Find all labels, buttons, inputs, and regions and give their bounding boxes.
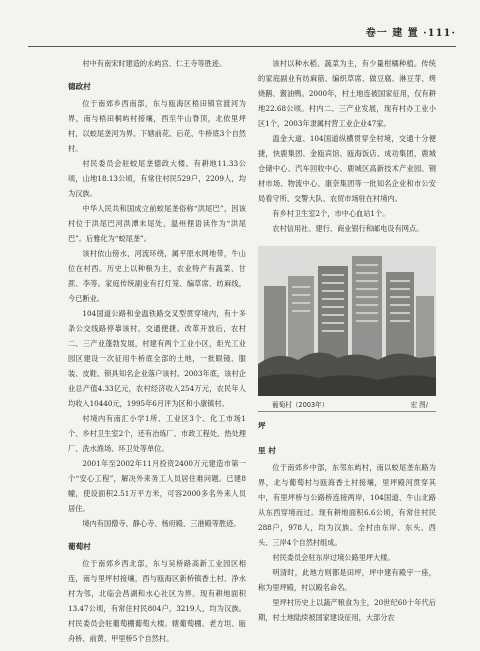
- paragraph: 该村以种水稻、蔬菜为主，有少量柑橘种植。传统的家庭副业有纺麻筋、编织草席、做豆腐、淋豆芽、烤烧鹅、酱油鸭。2000年，村土地连被国家征用，仅有耕地22.68公顷。村内二、三产业发展，现有村办工业小区1个，2003年隶属村营工业企业47家。: [258, 59, 436, 128]
- paragraph: 农村信用社、建行、商业银行和邮电设有网点。: [272, 224, 424, 233]
- section-heading: 葡萄村: [68, 542, 91, 551]
- section-heading: 德政村: [68, 82, 91, 91]
- paragraph: 里坪村历史上以蔬产粮食为主，20世纪60十年代后期，村土地陆续被国家建设征用，大部分农: [258, 598, 436, 622]
- paragraph: 2001年至2002年11月投资2400万元建造市第一个“安心工程”，解决外来务工人员居住难问题。已建8幢，使设面积2.51万平方米，可容2000多名外来人员居住。: [68, 459, 246, 513]
- paragraph: 村民委员会驻蛟尾垄德政大楼。有耕地11.33公顷，山地18.13公顷，有常住村民529户，2209人，均为汉族。: [68, 159, 246, 198]
- paragraph: 村境内有南汇小学1所、工业区3个、化工市场1个、乡村卫生室2个，还有冶炼厂、市政工程处、热处理厂、洗水渔场、环卫处等单位。: [68, 414, 246, 453]
- caption-credit: 宏 图/: [410, 401, 428, 409]
- page-header: [28, 0, 456, 47]
- paragraph: 村中有南宋时建造的永屿宫、仁王寺等胜迹。: [82, 59, 227, 68]
- right-column: [258, 56, 436, 625]
- section-heading: 里 村: [258, 446, 276, 455]
- paragraph: 位于南郊乡西北部，东与吴桥路高新工业园区相连，南与里坪村接壤，西与瓯海区新桥镇香土村、净水村为邻，北临会昌湖和水心社区为界。现有耕地面积13.47公顷，有常住村民804户，3219人，均为汉族。村民委员会驻葡萄棚葡萄大楼。辖葡萄棚、老方坦、瓯舟桥、前黄、甲里桥5个自然村。: [68, 559, 246, 643]
- paragraph: 境内有国僧寺、静心寺、杨府殿、三港殿等胜迹。: [82, 519, 241, 528]
- paragraph: 村民委员会驻东岸过境公路里坪大楼。: [272, 553, 395, 562]
- paragraph: 明清时，此地方则都是田坪，坪中建有殿宇一座，称为里坪殿，村以殿名命名。: [258, 568, 436, 592]
- paragraph: 该村依山傍水，河流环绕，属平原水网地带，牛山位在村西。历史上以种粮为主，农业特产有蔬菜、甘蔗、李等。家庭传统副业有打灯笼、编草席、纺麻线，今已断业。: [68, 249, 246, 303]
- paragraph: 有乡村卫生室2个，市中心血站1个。: [272, 209, 390, 218]
- paragraph: 位于南郊乡中部，东邻东屿村，南以蛟尾垄东路为界，北与葡萄村与瓯海香土村接壤，里坪殿河贯穿其中，有里坪桥与公路桥连接两岸，104国道、牛山北路从东西穿境而过。现有耕地面积6.6公顷，有常住村民288户，978人，均为汉族。全村由东岸、东头、西头、三岸4个自然村组成。: [258, 463, 436, 547]
- paragraph: 104国道公路和金温铁路交叉型贯穿境内，有十多条公交线路停靠该村，交通便捷。改革开放后，农村二、三产业蓬勃发展，村建有两个工业小区，炬光工业园区建设一次征用牛桥底全部的土地，一批眼镜、服装、皮鞋、锁具知名企业落户该村。2003年底，该村企业总产值4.33亿元，农村经济收入254万元，农民年人均收入10440元，1995年6月评为区和小康镇村。: [68, 309, 246, 408]
- paragraph: 位于南郊乡西南部，东与瓯海区梧田镇官渡河为界，南与梧田桐屿村接壤，西至牛山脊顶，北依里坪村，以蛟尾垄河为界。下辖前花、后花、牛桥底3个自然村。: [68, 99, 246, 153]
- left-column: [68, 56, 246, 646]
- caption-title: 葡萄村（2003年）: [272, 401, 329, 409]
- paragraph: 温金大道、104国道纵横贯穿全村境，交通十分便捷，快鹿集团、金瓯宾馆、瓯海饭店、成功集团，鹿城仓储中心、汽车回收中心、鹿城区高新技术产业园、钢材市场、物流中心、康奈集团等一批知名企业和市公安局看守所、交警大队、农贸市场驻在村境内。: [258, 134, 436, 203]
- running-header: 卷一 建 置 ·111·: [365, 28, 456, 39]
- paragraph: 中华人民共和国成立前蛟尾垄俗称“洪尾巴”，因该村位于洪尾巴河洪潭末尾处，温州俚语读作为“洪尾巴”。后雅化为“蛟尾垄”。: [68, 204, 246, 243]
- photo-caption: [258, 398, 436, 412]
- heading-fragment: 坪: [258, 421, 266, 430]
- village-photo: [258, 246, 436, 396]
